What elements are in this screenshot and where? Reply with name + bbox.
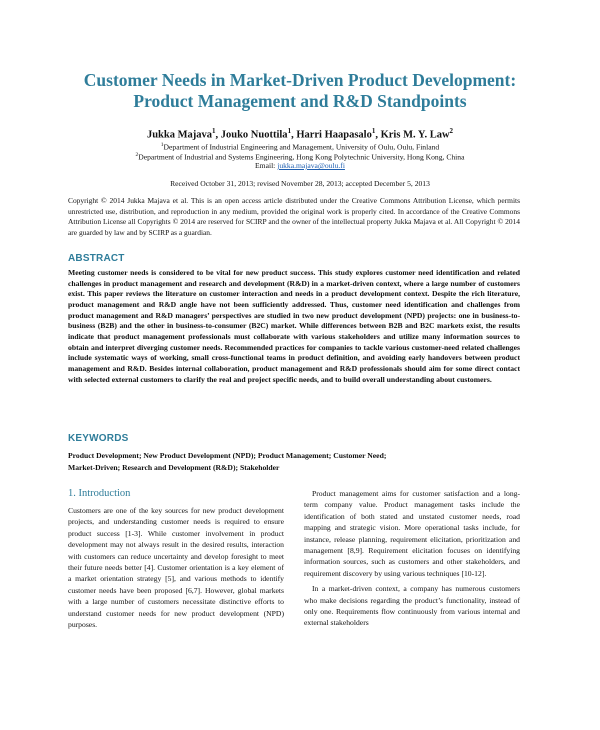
title-line-1: Customer Needs in Market-Driven Product Development: <box>83 70 517 90</box>
author: Harri Haapasalo <box>296 129 372 141</box>
affiliation-1: $^1$Department of Industrial Engineering and Management, University of Oulu, Oulu, Finland <box>160 142 440 152</box>
email-line: Email: jukka.majava@oulu.fi <box>255 161 345 170</box>
intro-paragraph: Customers are one of the key sources for new product development projects, and understanding customer needs is required to ensure product success [1-3]. While customer involvement in product development may not always result in the desired results, interaction with customers can reduce uncertainty and develop foresight to meet their future needs better [4]. Customer orientation is a key element of a market orientation strategy [5], and various methods to identify customer needs have been proposed [6,7]. However, global markets with a large number of customers necessitate distinctive efforts to understand customer needs for new product development (NPD) purposes. <box>68 506 284 630</box>
intro-paragraph: Product management aims for customer satisfaction and a long-term company value. Product management tasks include the identification of both stated and unstated customer needs, road mapping and strategic vision. More operational tasks include, for instance, release planning, requirement elicitation, prioritization and management [8,9]. Requirement elicitation focuses on identifying information sources, such as customers and other stakeholders, and requirement discovery by using various techniques [10-12]. <box>304 489 520 578</box>
section-heading-introduction: 1. Introduction <box>68 488 131 499</box>
intro-left-column <box>68 505 284 630</box>
keywords-text: Product Development; New Product Development (NPD); Product Management; Customer Need; Market-Driven; Research and Development (R&D); Stakeholder <box>68 451 387 472</box>
copyright-notice: Copyright © 2014 Jukka Majava et al. This is an open access article distributed under the Creative Commons Attribution License, which permits unrestricted use, distribution, and reproduction in any medium, provided the original work is properly cited. In accordance of the Creative Commons Attribution License all Copyrights © 2014 are reserved for SCIRP and the owner of the intellectual property Jukka Majava et al. All Copyright © 2014 are guarded by law and by SCIRP as a guardian. <box>68 196 520 237</box>
email-link[interactable]: jukka.majava@oulu.fi <box>277 161 345 170</box>
affiliation-2: $^2$Department of Industrial and Systems Engineering, Hong Kong Polytechnic University, Hong Kong, China <box>135 152 465 162</box>
paper-title <box>0 70 600 112</box>
author: Kris M. Y. Law <box>380 129 450 141</box>
keywords-heading: KEYWORDS <box>68 433 129 444</box>
author: Jouko Nuottila <box>220 129 288 141</box>
abstract-text: Meeting customer needs is considered to be vital for new product success. This study explores customer need identification and related challenges in product management and research and development (R&D) in a market-driven context, where a large number of customers exist. This paper reviews the literature on customer interaction and needs in a product development context. Despite the rich literature, product management and R&D angle have not been sufficiently addressed. Thus, customer need identification and challenges from product management and R&D managers’ perspectives are studied in two new product development (NPD) projects: one in business-to-business (B2B) and the other in business-to-consumer (B2C) market. While differences between B2B and B2C markets exist, the results indicate that product management professionals must collaborate with various stakeholders and utilize many information sources to obtain and interpret diverging customer needs. Recommended practices for companies to tackle various customer-need related challenges include systematic ways of working, small cross-functional teams in product definition, and avoiding early handovers between product management and R&D. Besides internal collaboration, product management and R&D professionals should aim for some direct contact with selected external customers to clarify the real and project specific needs, and to build overall understanding about customers. <box>68 268 520 384</box>
author-list: Jukka Majava$^1$, Jouko Nuottila$^1$, Harri Haapasalo$^1$, Kris M. Y. Law$^2$ <box>146 127 454 141</box>
author: Jukka Majava <box>146 129 212 141</box>
abstract-heading: ABSTRACT <box>68 253 125 264</box>
intro-right-column <box>304 488 520 629</box>
intro-paragraph: In a market-driven context, a company has numerous customers who make decisions regarding the product’s functionality, instead of only one. Requirements flow continuously from various internal and external stakeholders <box>304 584 520 628</box>
received-dates: Received October 31, 2013; revised November 28, 2013; accepted December 5, 2013 <box>170 179 430 188</box>
title-line-2: Product Management and R&D Standpoints <box>133 91 467 111</box>
